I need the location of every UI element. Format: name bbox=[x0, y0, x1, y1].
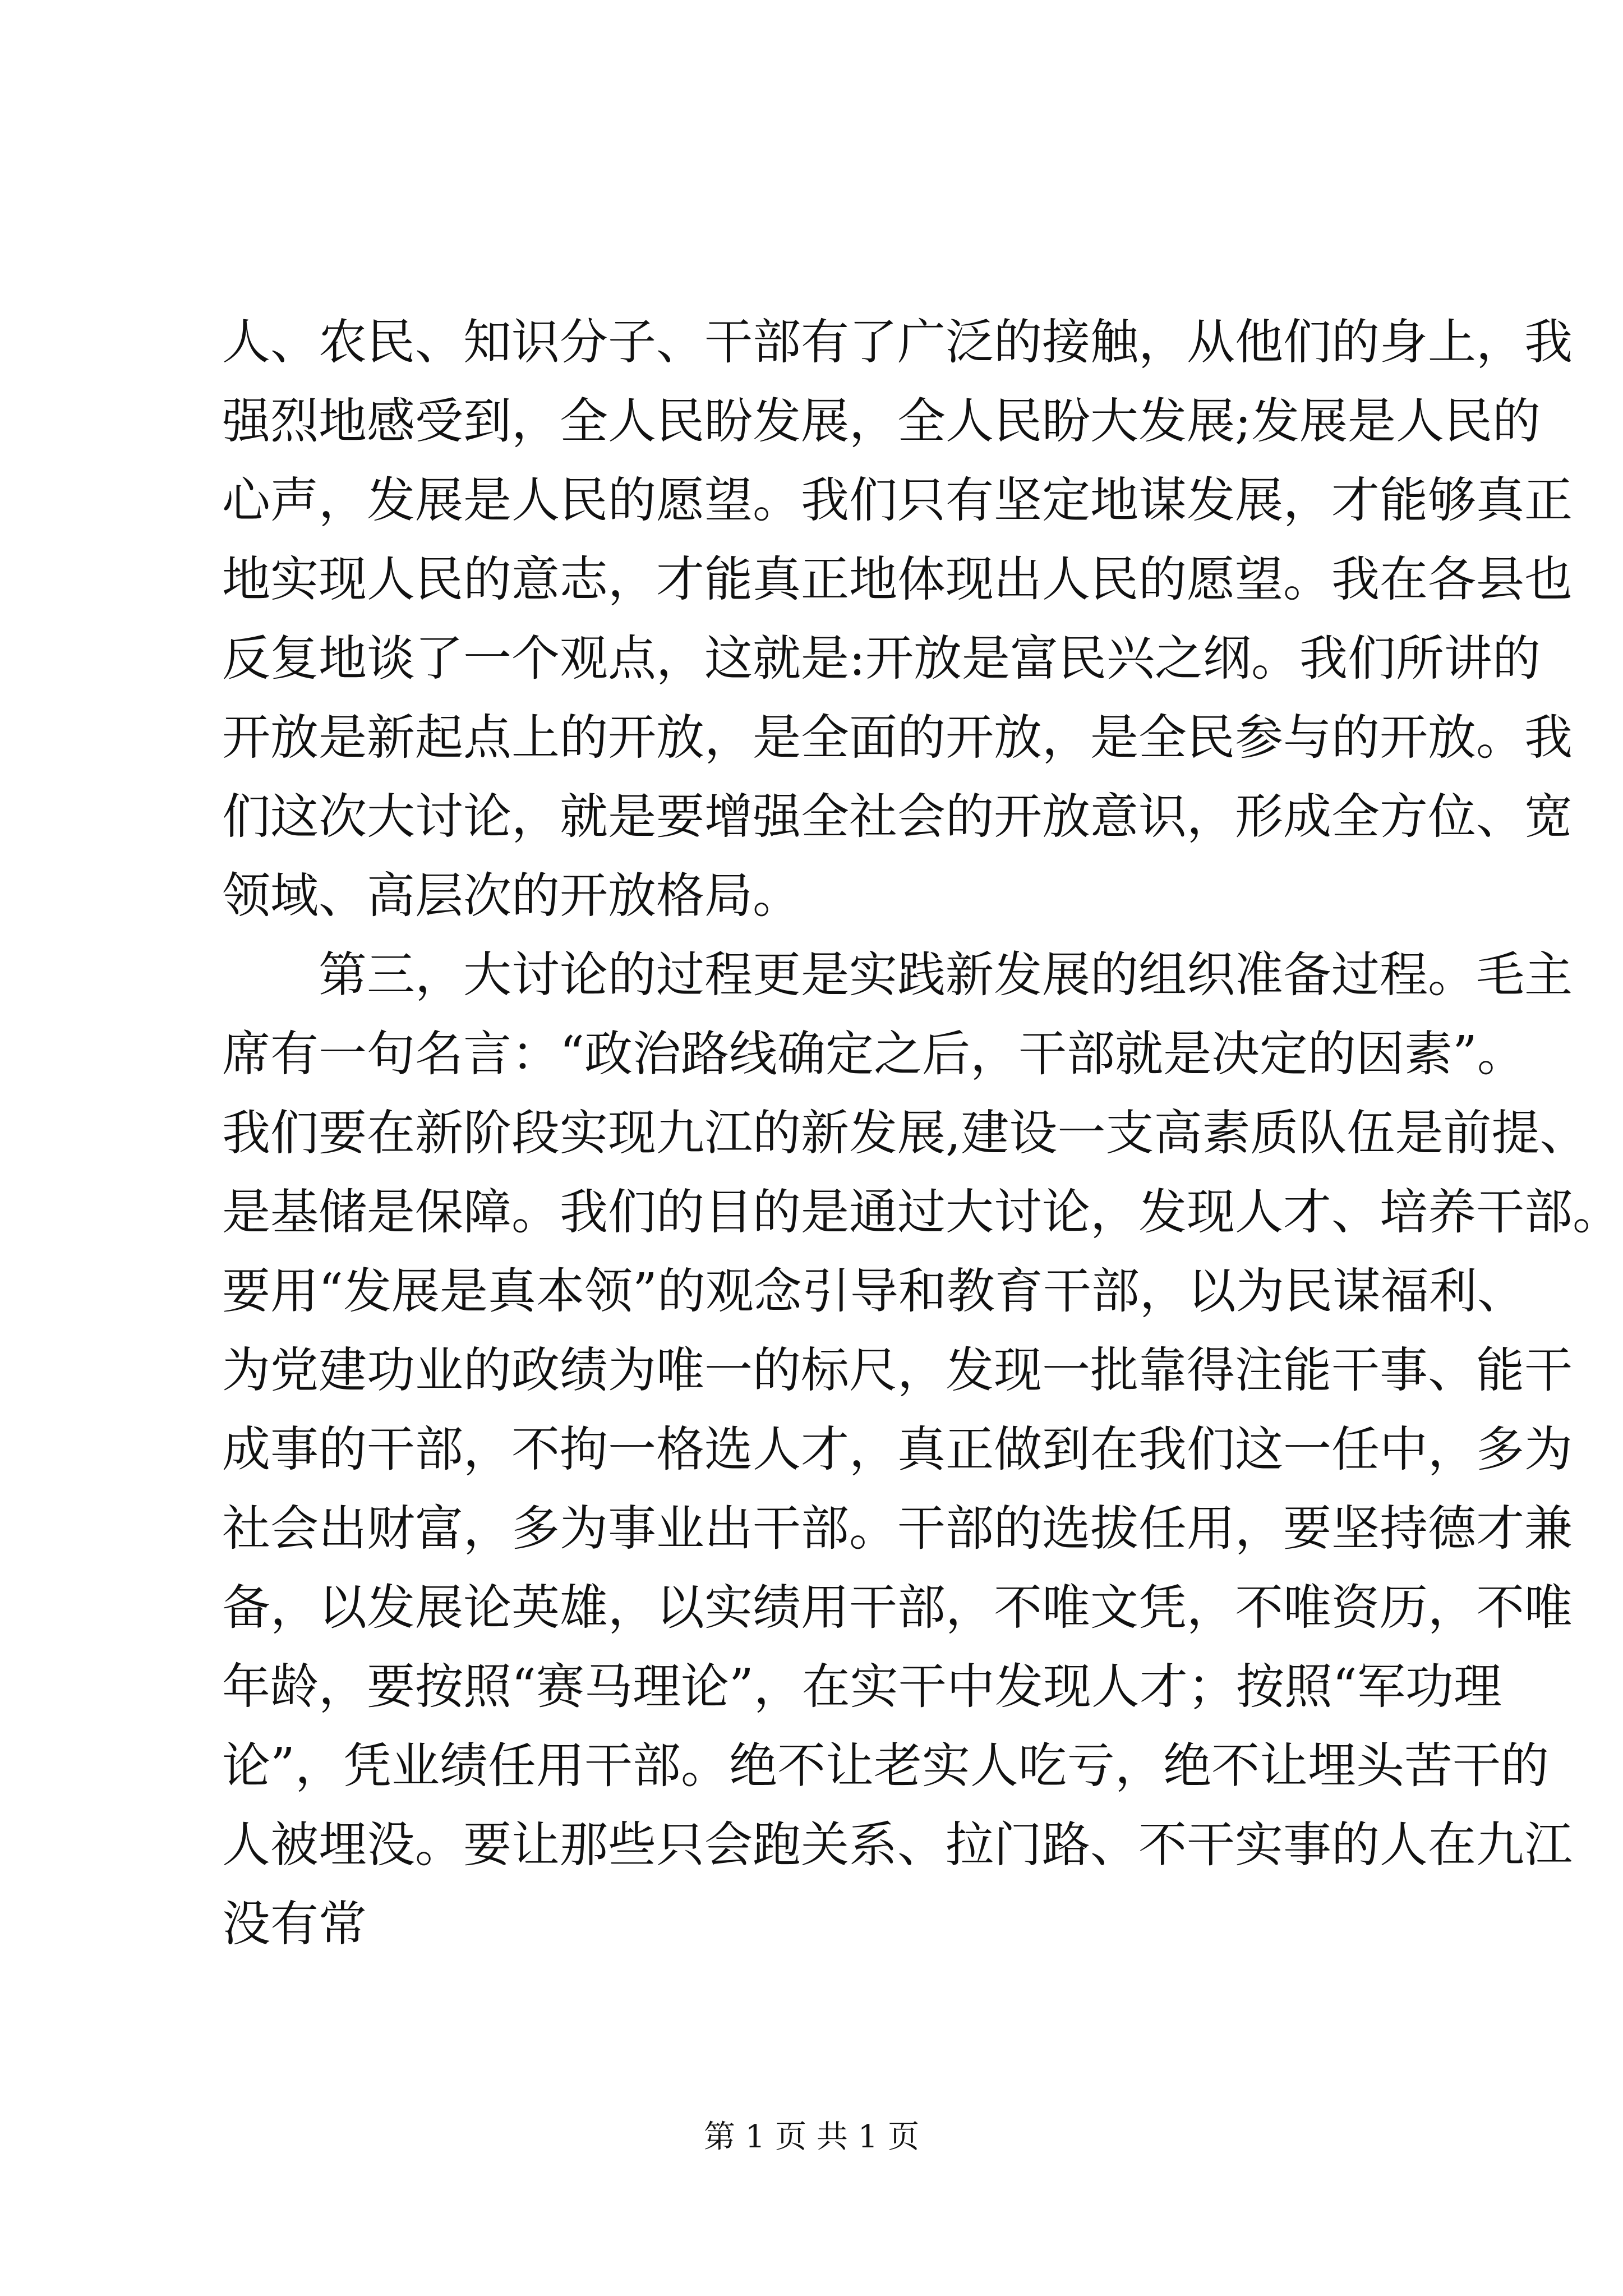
page-number-footer: 第 1 页 共 1 页 bbox=[703, 2119, 920, 2155]
text-line: 们这次大讨论，就是要增强全社会的开放意识，形成全方位、宽 bbox=[222, 789, 1573, 845]
text-line: 社会出财富，多为事业出干部。干部的选拔任用，要坚持德才兼 bbox=[222, 1501, 1573, 1557]
paragraph-2 bbox=[222, 936, 1621, 1964]
text-line: 第三，大讨论的过程更是实践新发展的组织准备过程。毛主 bbox=[319, 947, 1573, 1003]
body-text bbox=[222, 303, 1621, 1964]
text-line: 领域、高层次的开放格局。 bbox=[222, 868, 801, 924]
text-line: 没有常 bbox=[222, 1896, 367, 1952]
text-line: 年龄，要按照“赛马理论”，在实干中发现人才；按照“军功理 bbox=[222, 1659, 1502, 1715]
text-line: 成事的干部，不拘一格选人才，真正做到在我们这一任中，多为 bbox=[222, 1421, 1573, 1478]
text-line: 是基储是保障。我们的目的是通过大讨论，发现人才、培养干部。 bbox=[222, 1184, 1621, 1240]
text-line: 论”，凭业绩任用干部。绝不让老实人吃亏，绝不让埋头苦干的 bbox=[222, 1738, 1549, 1794]
text-line: 备，以发展论英雄，以实绩用干部，不唯文凭，不唯资历，不唯 bbox=[222, 1580, 1573, 1636]
text-line: 为党建功业的政绩为唯一的标尺，发现一批靠得注能干事、能干 bbox=[222, 1342, 1573, 1398]
text-line: 反复地谈了一个观点，这就是:开放是富民兴之纲。我们所讲的 bbox=[222, 631, 1541, 687]
text-line: 要用“发展是真本领”的观念引导和教育干部，以为民谋福利、 bbox=[222, 1263, 1525, 1319]
paragraph-1 bbox=[222, 303, 1573, 936]
text-line: 强烈地感受到，全人民盼发展，全人民盼大发展;发展是人民的 bbox=[222, 393, 1541, 449]
text-line: 心声，发展是人民的愿望。我们只有坚定地谋发展，才能够真正 bbox=[222, 472, 1573, 528]
text-line: 开放是新起点上的开放，是全面的开放，是全民参与的开放。我 bbox=[222, 710, 1573, 766]
text-line: 席有一句名言：“政治路线确定之后，干部就是决定的因素”。 bbox=[222, 1026, 1525, 1082]
text-line: 人被埋没。要让那些只会跑关系、拉门路、不干实事的人在九江 bbox=[222, 1817, 1573, 1873]
text-line: 地实现人民的意志，才能真正地体现出人民的愿望。我在各县也 bbox=[222, 551, 1573, 608]
text-line: 我们要在新阶段实现九江的新发展,建设一支高素质队伍是前提、 bbox=[222, 1105, 1588, 1161]
text-line: 人、农民、知识分子、干部有了广泛的接触，从他们的身上，我 bbox=[222, 314, 1573, 370]
